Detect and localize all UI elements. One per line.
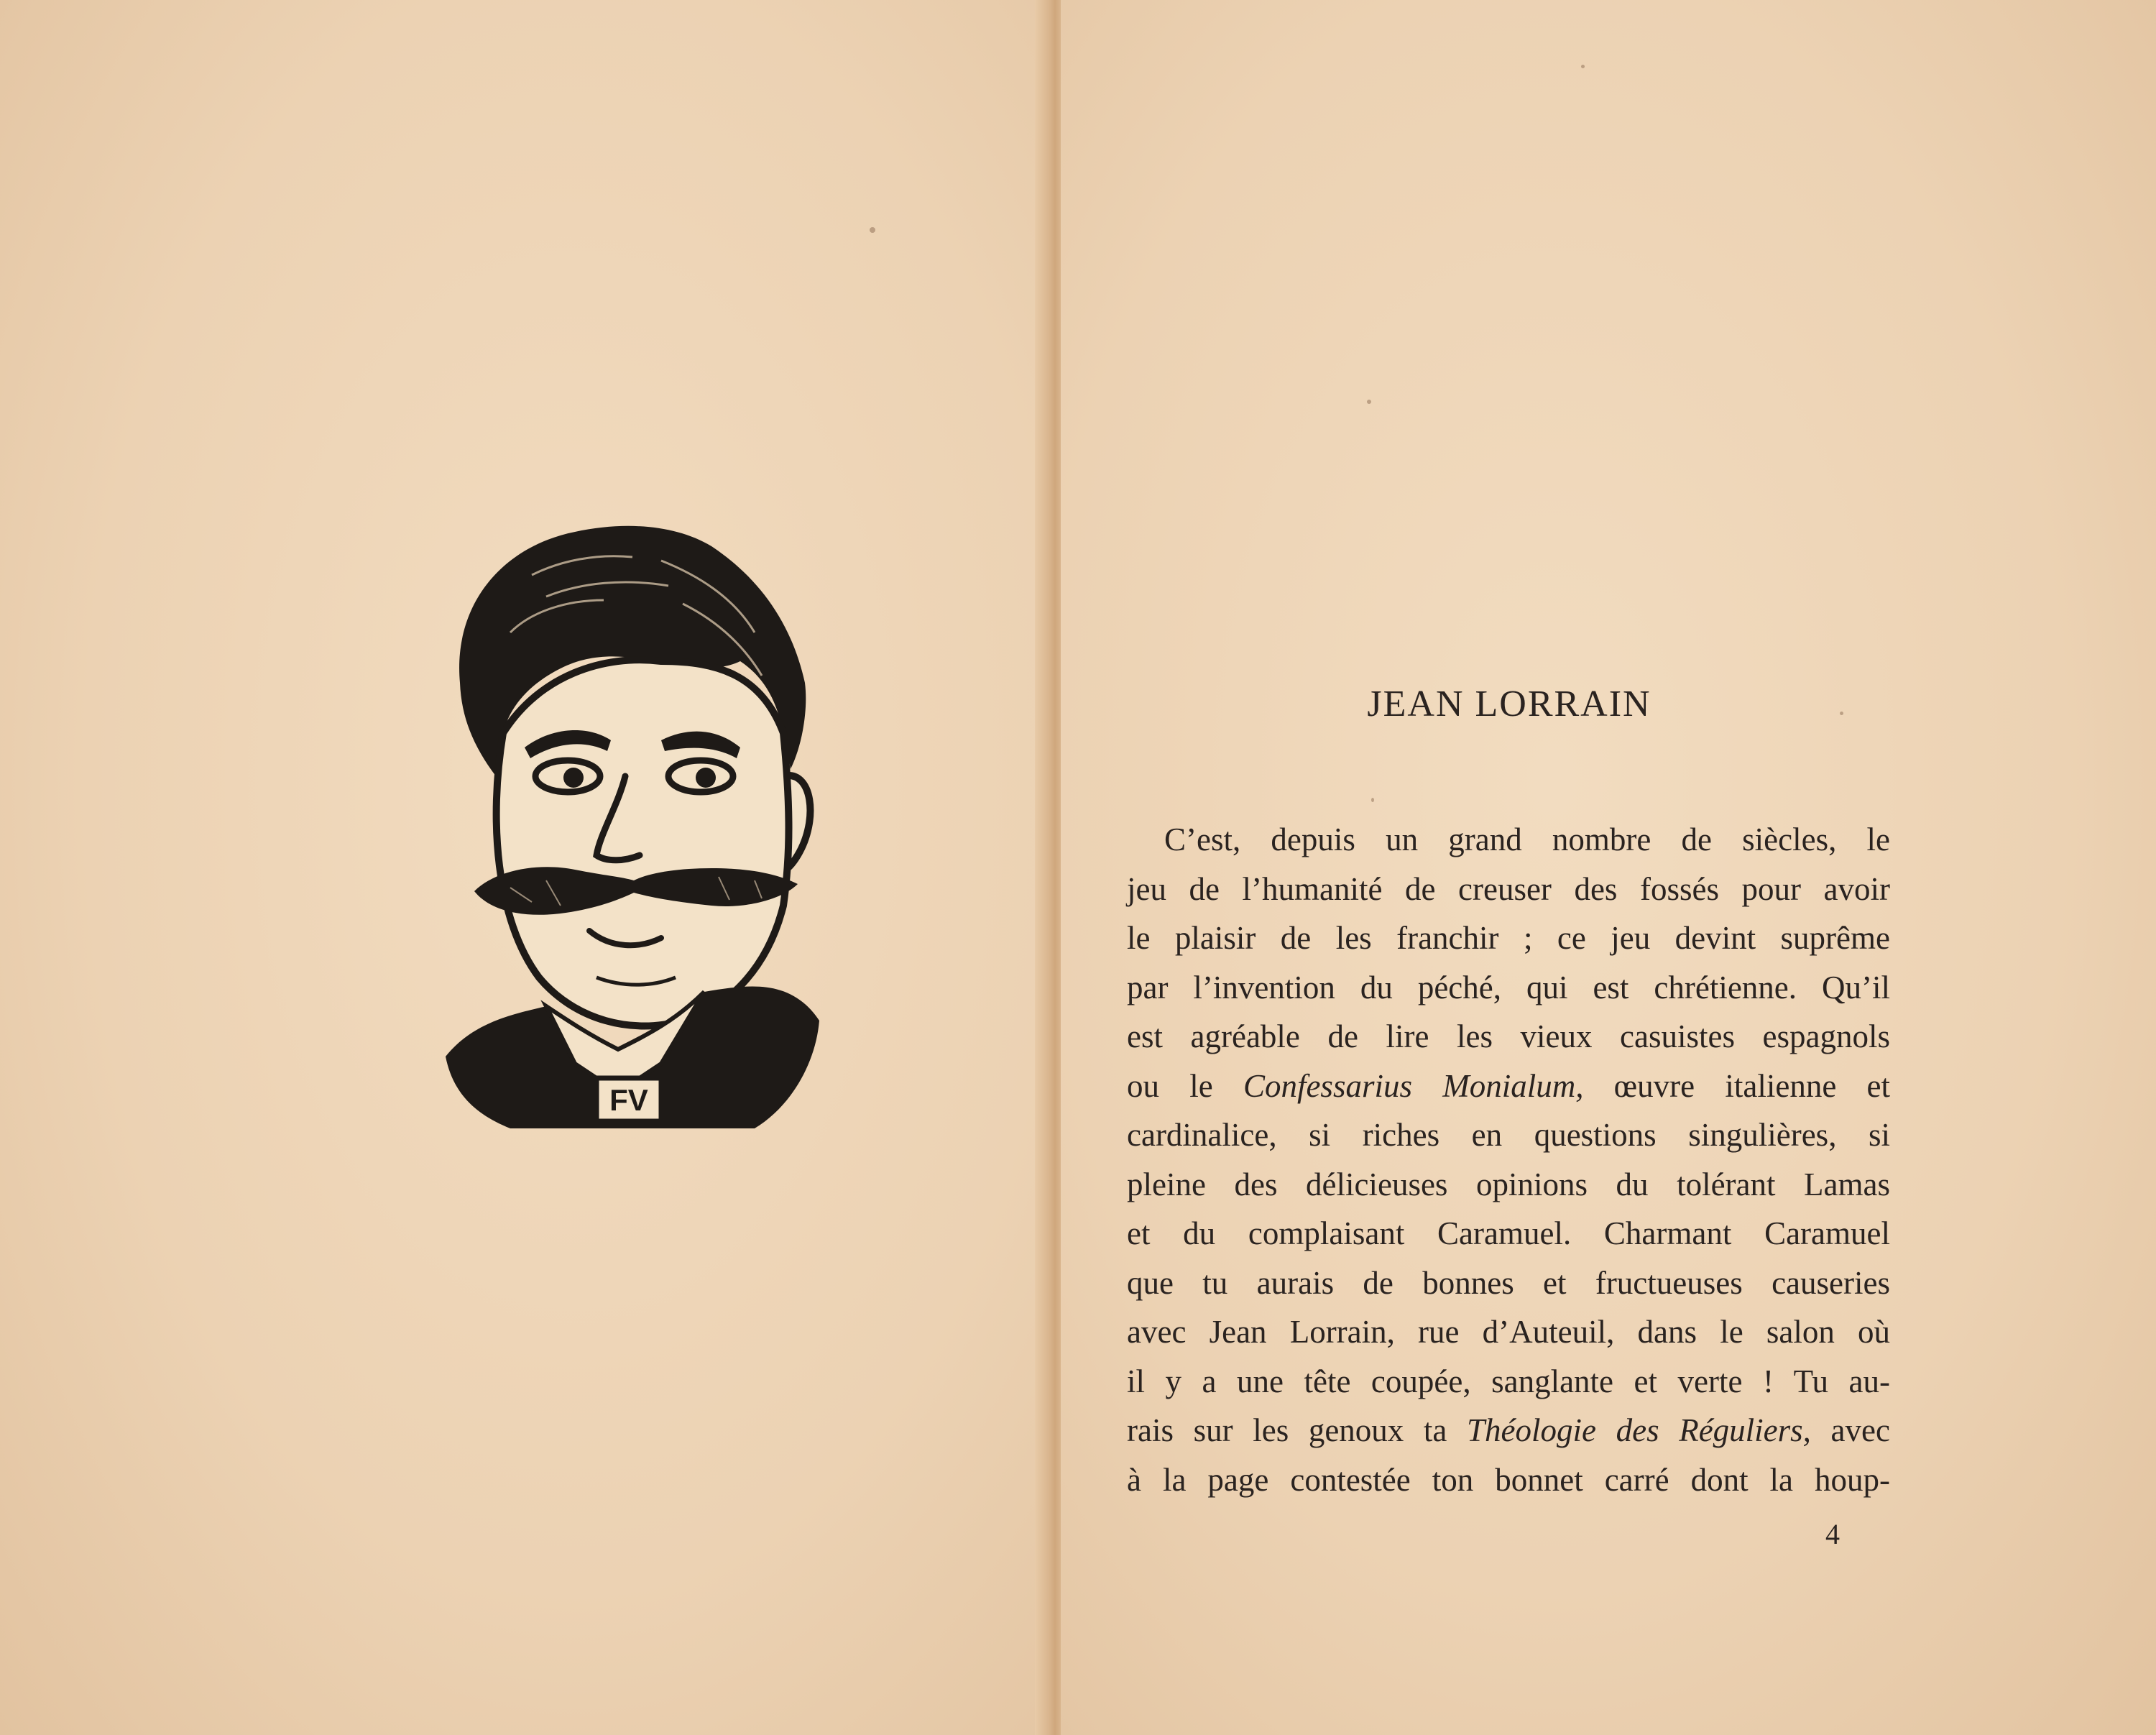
left-page: [0, 0, 1048, 1735]
text-line: [1127, 1406, 1890, 1455]
portrait-face: [497, 660, 789, 1026]
paper-speck: [1581, 65, 1585, 68]
text-line: pleine des délicieuses opinions du tolérant Lamas: [1127, 1166, 1890, 1202]
text-line: il y a une tête coupée, sanglante et verte ! Tu au-: [1127, 1363, 1890, 1399]
portrait-illustration: [446, 517, 819, 1136]
text-line-end: avec: [1810, 1412, 1890, 1448]
text-line: C’est, depuis un grand nombre de siècles, le: [1164, 822, 1890, 857]
text-line: le plaisir de les franchir ; ce jeu devint suprême: [1127, 920, 1890, 956]
paper-speck: [1371, 798, 1374, 802]
text-line: et du complaisant Caramuel. Charmant Caramuel: [1127, 1215, 1890, 1251]
italic-title: Confessarius Monialum,: [1243, 1067, 1584, 1104]
page-number: 4: [1825, 1518, 1840, 1550]
paper-speck: [870, 227, 875, 233]
text-line: avec Jean Lorrain, rue d’Auteuil, dans le salon où: [1127, 1314, 1890, 1350]
text-line-start: rais sur les genoux ta: [1127, 1412, 1468, 1448]
text-line-start: ou le: [1127, 1067, 1243, 1104]
text-line: par l’invention du péché, qui est chrétienne. Qu’il: [1127, 969, 1890, 1005]
paper-speck: [1840, 712, 1843, 715]
text-line: [1127, 1062, 1890, 1111]
paper-speck: [1367, 400, 1371, 404]
monogram-text: FV: [609, 1083, 648, 1117]
italic-title: Théologie des Réguliers,: [1467, 1412, 1811, 1448]
body-paragraph: [1127, 815, 1890, 1504]
text-line: à la page contestée ton bonnet carré dont la houp-: [1127, 1461, 1890, 1498]
text-line: est agréable de lire les vieux casuistes espagnols: [1127, 1018, 1890, 1054]
text-line: que tu aurais de bonnes et fructueuses causeries: [1127, 1264, 1890, 1301]
text-line: cardinalice, si riches en questions singulières, si: [1127, 1117, 1890, 1153]
text-line: jeu de l’humanité de creuser des fossés pour avoir: [1127, 870, 1890, 907]
page-title: JEAN LORRAIN: [1367, 684, 1651, 724]
text-line-end: œuvre italienne et: [1583, 1067, 1890, 1104]
